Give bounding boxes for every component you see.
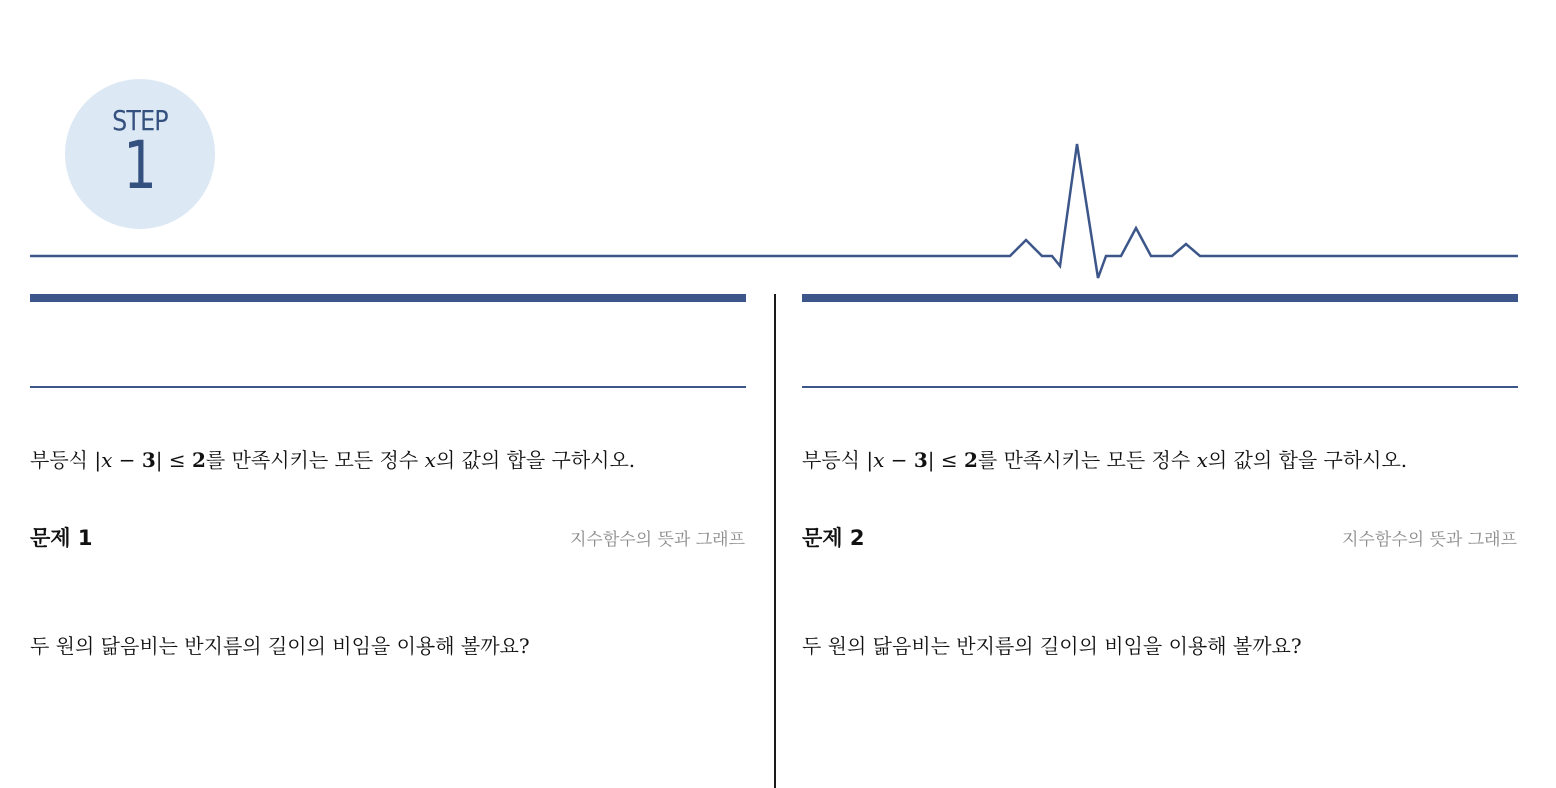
problem-hint: 두 원의 닮음비는 반지름의 길이의 비임을 이용해 볼까요?	[802, 634, 1302, 658]
heartbeat-path	[30, 144, 1518, 278]
section-rule	[802, 386, 1518, 388]
heartbeat-line	[0, 0, 1556, 290]
problem-prompt: 부등식 |x − 3| ≤ 2를 만족시키는 모든 정수 x의 값의 합을 구하시오.	[802, 448, 1408, 472]
top-accent-bar	[802, 294, 1518, 302]
section-rule	[30, 386, 746, 388]
problem-topic: 지수함수의 뜻과 그래프	[569, 530, 745, 550]
column-divider	[774, 294, 776, 788]
problem-hint: 두 원의 닮음비는 반지름의 길이의 비임을 이용해 볼까요?	[30, 634, 530, 658]
problem-header	[802, 522, 1518, 552]
problem-title: 문제 1	[30, 526, 93, 550]
step-label: STEP	[112, 104, 168, 137]
problem-prompt: 부등식 |x − 3| ≤ 2를 만족시키는 모든 정수 x의 값의 합을 구하시오.	[30, 448, 636, 472]
problem-header	[30, 522, 746, 552]
problem-card-1	[30, 294, 746, 788]
top-accent-bar	[30, 294, 746, 302]
problem-topic: 지수함수의 뜻과 그래프	[1341, 530, 1517, 550]
problem-card-2	[802, 294, 1518, 788]
problem-title: 문제 2	[802, 526, 865, 550]
step-number: 1	[123, 127, 157, 204]
